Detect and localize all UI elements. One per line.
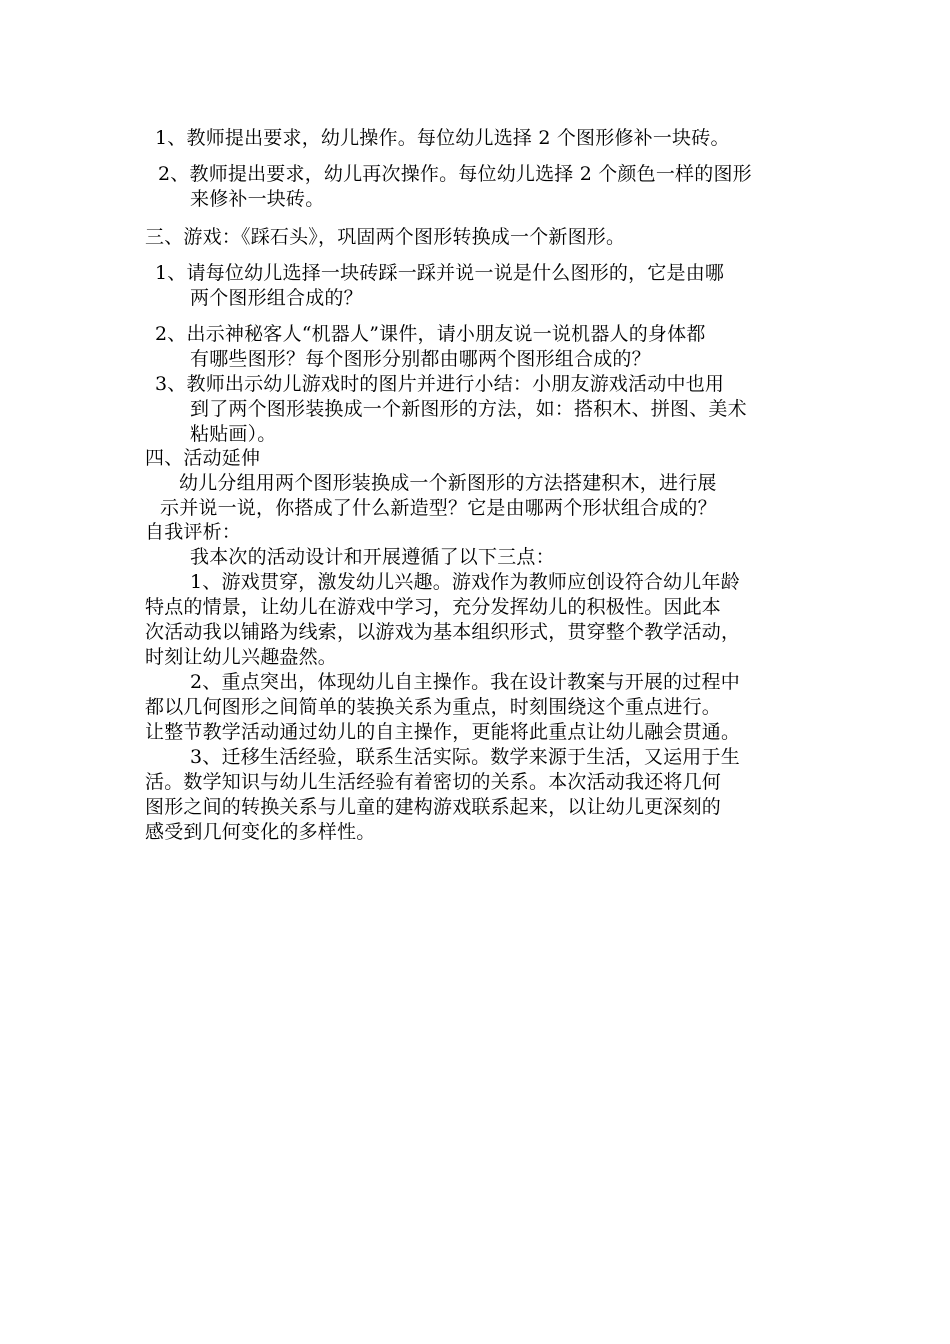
self-evaluation-intro: 我本次的活动设计和开展遵循了以下三点：: [190, 546, 555, 568]
point-1-line-2: 特点的情景，让幼儿在游戏中学习，充分发挥幼儿的积极性。因此本: [145, 596, 722, 618]
section-two-item-2-line-1: 2、教师提出要求，幼儿再次操作。每位幼儿选择 2 个颜色一样的图形: [158, 163, 752, 185]
point-3-line-4: 感受到几何变化的多样性。: [145, 821, 376, 843]
point-1-line-3: 次活动我以铺路为线索，以游戏为基本组织形式，贯穿整个教学活动，: [145, 621, 741, 643]
section-three-item-3-line-3: 粘贴画）。: [190, 423, 277, 445]
point-1-line-1: 1、游戏贯穿，激发幼儿兴趣。游戏作为教师应创设符合幼儿年龄: [190, 571, 740, 593]
point-2-line-1: 2、重点突出，体现幼儿自主操作。我在设计教案与开展的过程中: [190, 671, 740, 693]
section-three-item-1-line-1: 1、请每位幼儿选择一块砖踩一踩并说一说是什么图形的，它是由哪: [155, 262, 725, 284]
section-three-item-2-line-2: 有哪些图形？每个图形分别都由哪两个图形组合成的？: [190, 348, 651, 370]
section-four-body-line-2: 示并说一说，你搭成了什么新造型？它是由哪两个形状组合成的？: [160, 497, 717, 519]
section-two-item-2-line-2: 来修补一块砖。: [190, 188, 325, 210]
point-3-line-2: 活。数学知识与幼儿生活经验有着密切的关系。本次活动我还将几何: [145, 771, 722, 793]
point-3-line-1: 3、迁移生活经验，联系生活实际。数学来源于生活，又运用于生: [190, 746, 740, 768]
self-evaluation-heading: 自我评析：: [145, 521, 242, 543]
point-3-line-3: 图形之间的转换关系与儿童的建构游戏联系起来，以让幼儿更深刻的: [145, 796, 722, 818]
section-three-item-3-line-1: 3、教师出示幼儿游戏时的图片并进行小结：小朋友游戏活动中也用: [155, 373, 725, 395]
section-three-item-3-line-2: 到了两个图形装换成一个新图形的方法，如：搭积木、拼图、美术: [190, 398, 747, 420]
section-four-heading: 四、活动延伸: [145, 447, 261, 469]
section-three-item-1-line-2: 两个图形组合成的？: [190, 287, 363, 309]
point-1-line-4: 时刻让幼儿兴趣盎然。: [145, 646, 338, 668]
section-two-item-1: 1、教师提出要求，幼儿操作。每位幼儿选择 2 个图形修补一块砖。: [155, 127, 730, 149]
section-four-body-line-1: 幼儿分组用两个图形装换成一个新图形的方法搭建积木，进行展: [179, 472, 717, 494]
section-three-item-2-line-1: 2、出示神秘客人“机器人”课件，请小朋友说一说机器人的身体都: [155, 323, 706, 345]
point-2-line-2: 都以几何图形之间简单的装换关系为重点，时刻围绕这个重点进行。: [145, 696, 722, 718]
section-three-heading: 三、游戏：《踩石头》，巩固两个图形转换成一个新图形。: [145, 226, 626, 248]
point-2-line-3: 让整节教学活动通过幼儿的自主操作，更能将此重点让幼儿融会贯通。: [145, 721, 741, 743]
